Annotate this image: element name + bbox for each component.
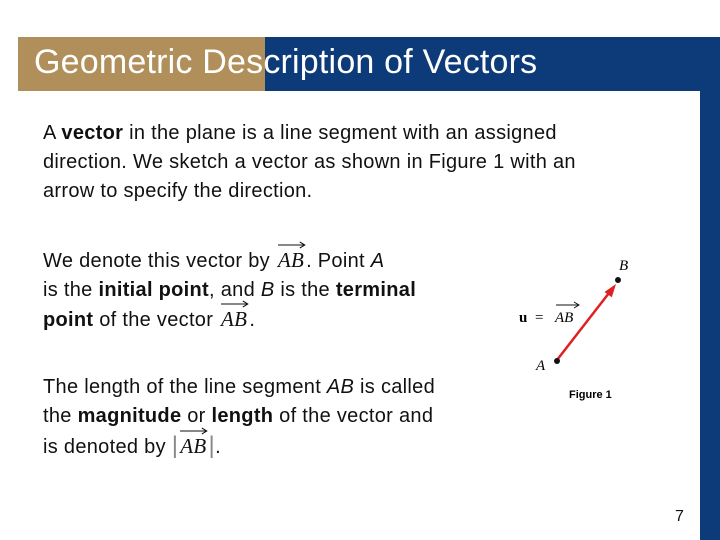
vector-arrow-icon [221,300,248,308]
label-b: B [619,258,629,274]
text: is the [274,279,336,301]
paragraph-magnitude [43,373,435,462]
label-equals: = [535,310,544,326]
text: is the [43,279,99,301]
text: or [181,405,212,427]
vector-ab-symbol: AB [219,305,249,334]
label-u: u [519,310,528,326]
paragraph-notation [43,246,416,335]
term-terminal: terminal [335,279,417,301]
vector-arrow-icon [278,241,305,249]
text: the [43,405,78,427]
text: is denoted by [43,436,172,458]
text: is called [354,376,436,398]
point-a-dot [554,358,560,364]
figure-1 [505,240,665,415]
abs-bar-right: | [208,432,216,459]
label-a: A [536,358,546,374]
text: , and [209,279,261,301]
slide-title: Geometric Description of Vectors [34,43,538,81]
vector-ab-symbol: AB [276,246,306,275]
text: . Point [306,250,371,272]
vector-arrow-icon [180,427,207,435]
term-length: length [211,405,274,427]
text: A [43,122,62,144]
paragraph-definition [43,119,576,206]
point-b: B [260,279,275,301]
text: . [249,309,256,331]
term-magnitude: magnitude [77,405,182,427]
text: The length of the line segment [43,376,327,398]
right-edge-stripe [700,91,720,540]
text: of the vector and [273,405,434,427]
abs-bar-left: | [171,432,179,459]
page-number: 7 [675,508,684,525]
text: arrow to specify the direction. [43,180,313,202]
point-a: A [370,250,385,272]
point-b-dot [615,277,621,283]
vector-u-line [557,293,609,360]
text: of the vector [93,309,220,331]
term-vector: vector [61,122,124,144]
vector-diagram [505,240,665,415]
vector-ab-symbol: AB [178,432,208,461]
text: We denote this vector by [43,250,276,272]
term-point: point [43,309,94,331]
text: . [215,436,221,458]
text: direction. We sketch a vector as shown in Figure 1 with an [43,151,576,173]
figure-caption: Figure 1 [569,389,612,401]
term-initial-point: initial point [98,279,210,301]
title-bar [18,37,720,91]
text: in the plane is a line segment with an assigned [123,122,557,144]
label-ab: AB [555,310,574,326]
segment-ab: AB [326,376,355,398]
